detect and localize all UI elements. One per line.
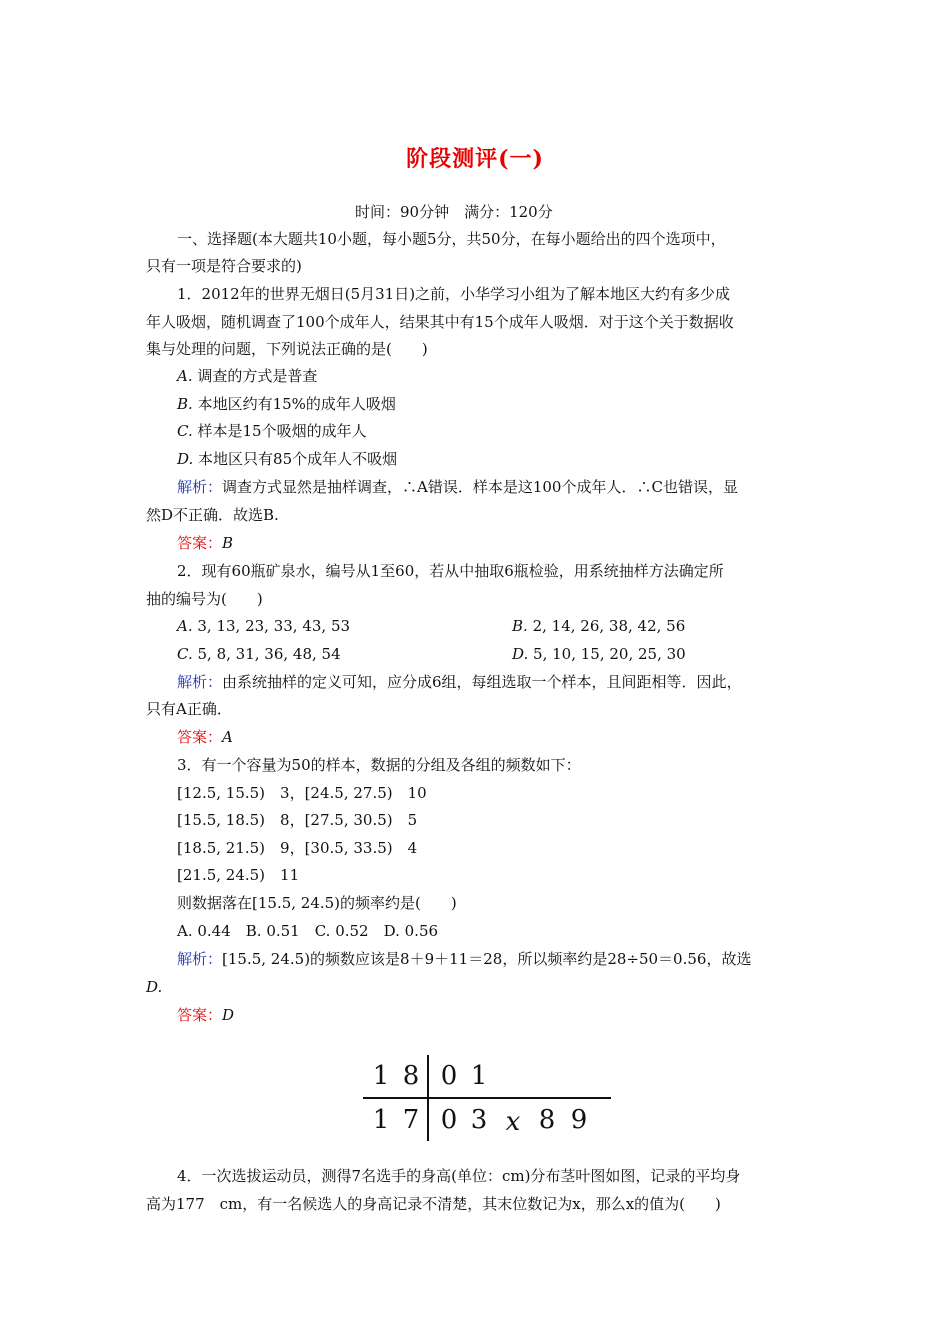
q1-option-d: D. 本地区只有85个成年人不吸烟 — [177, 450, 398, 468]
q1-stem-line-3: 集与处理的问题，下列说法正确的是( ) — [146, 340, 428, 358]
q2-answer: 答案：A — [177, 728, 233, 746]
analysis-label: 解析： — [177, 673, 223, 691]
q3-group-row-3: [18.5, 21.5) 9，[30.5, 33.5) 4 — [177, 839, 418, 857]
leaf-digit: 0 — [440, 1061, 458, 1091]
q2-option-c: C. 5, 8, 31, 36, 48, 54 — [177, 645, 341, 663]
stem-digit: 7 — [402, 1105, 420, 1135]
q3-group-row-2: [15.5, 18.5) 8，[27.5, 30.5) 5 — [177, 811, 418, 829]
q2-stem-line-2: 抽的编号为( ) — [146, 590, 263, 608]
q1-analysis-line-2: 然D不正确．故选B. — [146, 506, 279, 524]
exam-meta: 时间：90分钟 满分：120分 — [355, 203, 553, 221]
q3-analysis-line-1: 解析：[15.5, 24.5)的频数应该是8＋9＋11＝28，所以频率约是28÷50＝0.56，故选 — [177, 950, 752, 968]
q1-analysis-line-1: 解析：调查方式显然是抽样调查，∴A错误．样本是这100个成年人．∴C也错误，显 — [177, 478, 738, 496]
stem-leaf-plot — [363, 1055, 613, 1145]
q1-answer: 答案：B — [177, 534, 234, 552]
leaf-digit: 3 — [470, 1105, 488, 1135]
stem-digit: 1 — [372, 1105, 390, 1135]
q1-stem-line-1: 1．2012年的世界无烟日(5月31日)之前，小华学习小组为了解本地区大约有多少成 — [177, 285, 731, 303]
leaf-digit: 8 — [538, 1105, 556, 1135]
leaf-unknown-x: x — [505, 1107, 521, 1137]
q2-option-a: A. 3, 13, 23, 33, 43, 53 — [177, 617, 351, 635]
q1-option-a: A. 调查的方式是普查 — [177, 367, 318, 385]
q3-group-row-1: [12.5, 15.5) 3，[24.5, 27.5) 10 — [177, 784, 427, 802]
analysis-label: 解析： — [177, 950, 223, 968]
analysis-label: 解析： — [177, 478, 223, 496]
section-heading-line-2: 只有一项是符合要求的) — [146, 257, 302, 275]
q2-analysis-line-1: 解析：由系统抽样的定义可知，应分成6组，每组选取一个样本，且间距相等．因此， — [177, 673, 742, 691]
section-heading-line-1: 一、选择题(本大题共10小题，每小题5分，共50分，在每小题给出的四个选项中， — [177, 230, 726, 248]
leaf-digit: 0 — [440, 1105, 458, 1135]
q1-option-b: B. 本地区约有15%的成年人吸烟 — [177, 395, 396, 413]
q2-option-b: B. 2, 14, 26, 38, 42, 56 — [512, 617, 686, 635]
q3-analysis-line-2: D. — [146, 978, 163, 996]
q3-group-row-4: [21.5, 24.5) 11 — [177, 866, 300, 884]
q2-option-d: D. 5, 10, 15, 20, 25, 30 — [512, 645, 686, 663]
answer-label: 答案： — [177, 534, 223, 552]
q1-stem-line-2: 年人吸烟，随机调查了100个成年人，结果其中有15个成年人吸烟．对于这个关于数据收 — [146, 313, 734, 331]
stem-digit: 1 — [372, 1061, 390, 1091]
q3-options: A. 0.44 B. 0.51 C. 0.52 D. 0.56 — [177, 922, 439, 940]
q4-stem-line-2: 高为177 cm，有一名候选人的身高记录不清楚，其末位数记为x，那么x的值为( ) — [146, 1195, 721, 1213]
leaf-digit: 1 — [470, 1061, 488, 1091]
q1-option-c: C. 样本是15个吸烟的成年人 — [177, 422, 367, 440]
q2-analysis-line-2: 只有A正确． — [146, 700, 232, 718]
stem-digit: 8 — [402, 1061, 420, 1091]
q3-stem: 3．有一个容量为50的样本，数据的分组及各组的频数如下： — [177, 756, 581, 774]
page-title: 阶段测评(一) — [406, 146, 544, 172]
q3-question: 则数据落在[15.5, 24.5)的频率约是( ) — [177, 894, 457, 912]
q2-stem-line-1: 2．现有60瓶矿泉水，编号从1至60，若从中抽取6瓶检验，用系统抽样方法确定所 — [177, 562, 724, 580]
answer-label: 答案： — [177, 1006, 223, 1024]
q3-answer: 答案：D — [177, 1006, 235, 1024]
q4-stem-line-1: 4．一次选拔运动员，测得7名选手的身高(单位：cm)分布茎叶图如图，记录的平均身 — [177, 1167, 741, 1185]
stem-leaf-horizontal-divider — [363, 1097, 611, 1099]
answer-label: 答案： — [177, 728, 223, 746]
leaf-digit: 9 — [570, 1105, 588, 1135]
